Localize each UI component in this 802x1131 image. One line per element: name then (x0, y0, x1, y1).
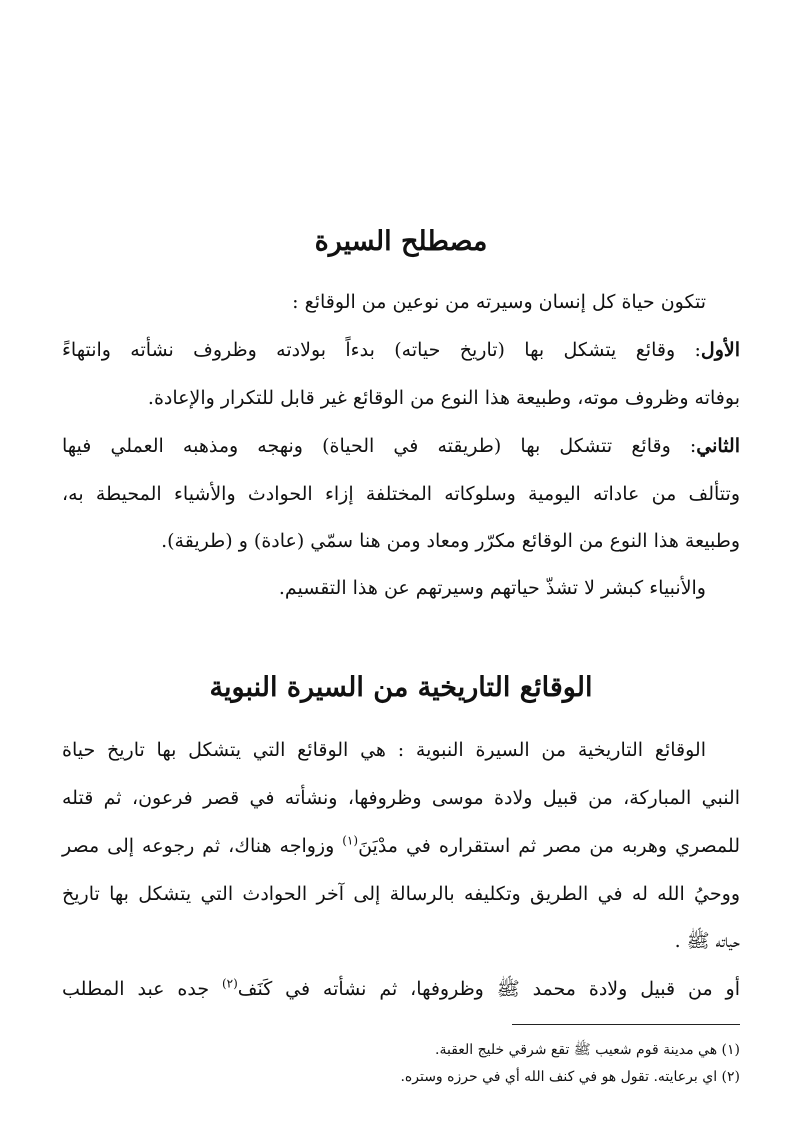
footnote-divider (512, 1024, 740, 1025)
section-title-historical-events: الوقائع التاريخية من السيرة النبوية (209, 672, 593, 703)
paragraph-events-line2: النبي المباركة، من قبيل ولادة موسى وظروفها، ونشأته في قصر فرعون، ثم قتله (62, 787, 740, 809)
paragraph-events-line6 (62, 972, 740, 1006)
paragraph-second-line1 (62, 429, 740, 463)
paragraph-first-line2: بوفاته وظروف موته، وطبيعة هذا النوع من الوقائع غير قابل للتكرار والإعادة. (147, 387, 740, 409)
events-line3-text-a: للمصري وهربه من مصر ثم استقراره في مدْيَنَ (358, 835, 740, 857)
footnote-2: (٢) اي برعايته. تقول هو في كنف الله أي في حرزه وستره. (400, 1069, 740, 1085)
paragraph-second-line2: وتتألف من عاداته اليومية وسلوكاته المختلفة إزاء الحوادث والأشياء المحيطة به، (62, 483, 740, 505)
paragraph-closing: والأنبياء كبشر لا تشذّ حياتهم وسيرتهم عن هذا التقسيم. (278, 577, 706, 599)
paragraph-first-line1 (62, 333, 740, 367)
second-definition: : وقائع تتشكل بها (طريقته في الحياة) ونهجه ومذهبه العملي فيها (62, 435, 697, 457)
events-line6-text-b: جده عبد المطلب (62, 978, 222, 1000)
events-line6-text-a: أو من قبيل ولادة محمد ﷺ وظروفها، ثم نشأته في كَنَف (237, 978, 740, 1000)
section-title-seerah-term: مصطلح السيرة (314, 226, 488, 257)
footnote-ref-2: (٢) (221, 976, 238, 991)
first-definition: : وقائع يتشكل بها (تاريخ حياته) بدءاً بولادته وظروف نشأته وانتهاءً (62, 339, 701, 361)
paragraph-events-line5: حياته ﷺ . (674, 930, 740, 952)
paragraph-events-line1: الوقائع التاريخية من السيرة النبوية : هي الوقائع التي يتشكل بها تاريخ حياة (62, 739, 706, 761)
footnote-ref-1: (١) (342, 833, 359, 848)
paragraph-events-line3 (62, 829, 740, 863)
paragraph-second-line3: وطبيعة هذا النوع من الوقائع مكرّر ومعاد ومن هنا سمّي (عادة) و (طريقة). (161, 530, 740, 552)
term-second: الثاني (696, 435, 740, 457)
events-line3-text-b: وزواجه هناك، ثم رجوعه إلى مصر (62, 835, 343, 857)
footnote-1: (١) هي مدينة قوم شعيب ﷺ تقع شرقي خليج العقبة. (435, 1042, 740, 1058)
term-first: الأول (700, 339, 740, 361)
paragraph-intro: تتكون حياة كل إنسان وسيرته من نوعين من الوقائع : (292, 291, 706, 313)
paragraph-events-line4: ووحيُ الله له في الطريق وتكليفه بالرسالة إلى آخر الحوادث التي يتشكل بها تاريخ (62, 883, 740, 905)
